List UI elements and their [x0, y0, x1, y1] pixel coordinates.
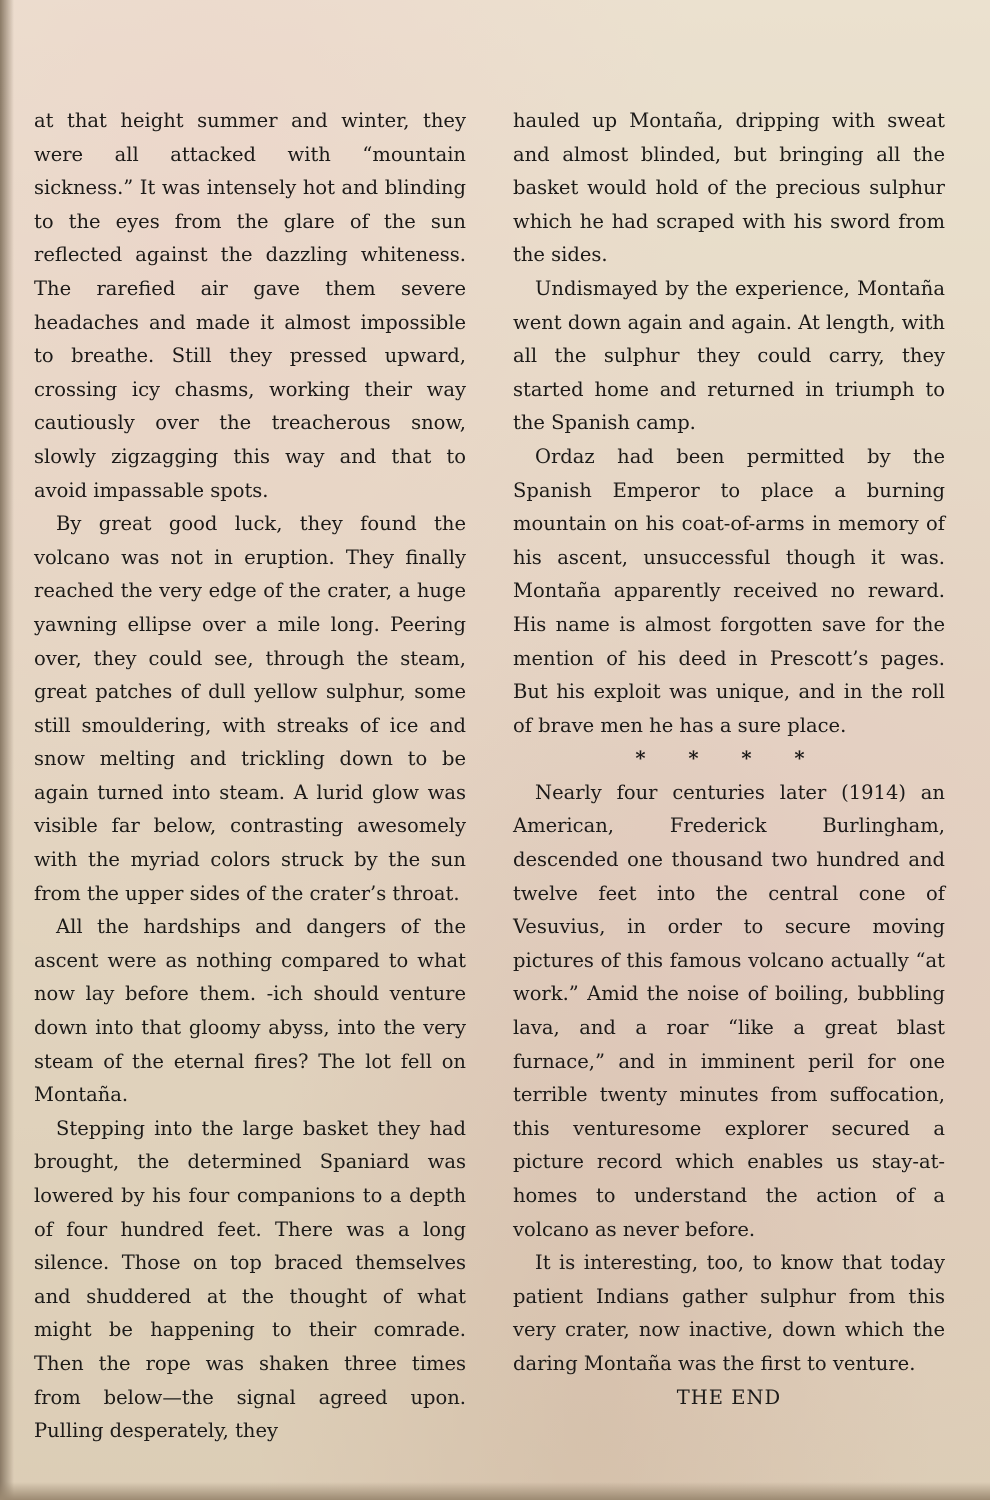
paragraph: Ordaz had been permitted by the Spanish Emperor to place a burning mountain on his coat-of-arms in memory of his ascent, unsuccessful though it was. Montaña apparently received no reward. His name is almost forgotten save for the mention of his deed in Prescott’s pages. But his exploit was unique, and in the roll of brave men he has a sure place.: [513, 444, 945, 737]
page-edge-shadow-left: [0, 0, 14, 1500]
section-divider: * * * *: [635, 747, 823, 771]
paragraph: All the hardships and dangers of the ascent were as nothing compared to what now lay before them. ‑ich should venture down into that gloomy abyss, into the very steam of the eternal fires? The lot fell on Montaña.: [34, 915, 466, 1107]
right-column: [513, 104, 945, 1414]
paragraph: Undismayed by the experience, Montaña went down again and again. At length, with all the sulphur they could carry, they started home and returned in triumph to the Spanish camp.: [513, 276, 945, 435]
paragraph: Nearly four centuries later (1914) an American, Frederick Burlingham, descended one thousand two hundred and twelve feet into the central cone of Vesuvius, in order to secure moving pictures of this famous volcano actually “at work.” Amid the noise of boiling, bubbling lava, and a roar “like a great blast furnace,” and in imminent peril for one terrible twenty minutes from suffocation, this venturesome explorer secured a picture record which enables us stay-at-homes to understand the action of a volcano as never before.: [513, 780, 945, 1241]
left-column: [34, 104, 466, 1448]
paragraph: hauled up Montaña, dripping with sweat and almost blinded, but bringing all the basket would hold of the precious sulphur which he had scraped with his sword from the sides.: [513, 109, 945, 267]
paragraph: at that height summer and winter, they were all attacked with “mountain sickness.” It was intensely hot and blinding to the eyes from the glare of the sun reflected against the dazzling whiteness. The rarefied air gave them severe headaches and made it almost impossible to breathe. Still they pressed upward, crossing icy chasms, working their way cautiously over the treacherous snow, slowly zigzagging this way and that to avoid impassable spots.: [34, 109, 466, 502]
the-end-label: THE END: [676, 1385, 782, 1409]
paragraph: Stepping into the large basket they had brought, the determined Spaniard was lowered by his four companions to a depth of four hundred feet. There was a long silence. Those on top braced themselves and shuddered at the thought of what might be happening to their comrade. Then the rope was shaken three times from below—the signal agreed upon. Pulling desperately, they: [34, 1116, 466, 1443]
paragraph: It is interesting, too, to know that today patient Indians gather sulphur from this very crater, now inactive, down which the daring Montaña was the first to venture.: [513, 1251, 945, 1375]
page-edge-shadow-bottom: [0, 1482, 990, 1500]
paragraph: By great good luck, they found the volcano was not in eruption. They finally reached the very edge of the crater, a huge yawning ellipse over a mile long. Peering over, they could see, through the steam, great patches of dull yellow sulphur, some still smouldering, with streaks of ice and snow melting and trickling down to be again turned into steam. A lurid glow was visible far below, contrasting awesomely with the myriad colors struck by the sun from the upper sides of the crater’s throat.: [34, 512, 466, 905]
